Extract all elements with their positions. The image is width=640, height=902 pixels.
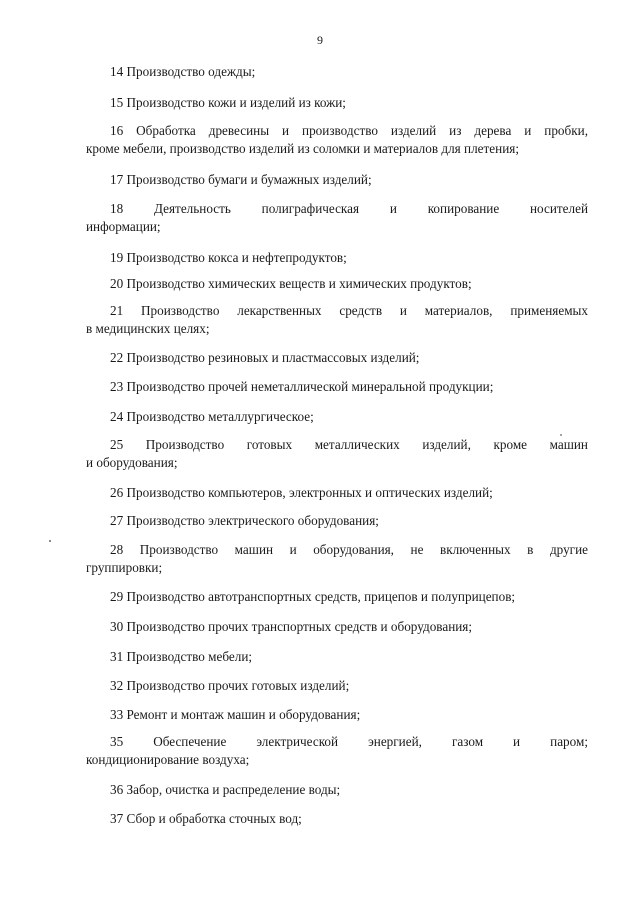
list-item <box>86 302 588 338</box>
list-item: 22 Производство резиновых и пластмассовых изделий; <box>110 350 420 365</box>
list-item: 24 Производство металлургическое; <box>110 409 314 424</box>
list-item: 31 Производство мебели; <box>110 649 253 664</box>
list-item-line: в медицинских целях; <box>86 321 210 336</box>
list-item: 23 Производство прочей неметаллической минеральной продукции; <box>110 379 494 394</box>
list-item-line: кроме мебели, производство изделий из соломки и материалов для плетения; <box>86 141 519 156</box>
scan-speck <box>49 540 51 542</box>
list-item-line: и оборудования; <box>86 455 178 470</box>
list-item-line: 28 Производство машин и оборудования, не включенных в другие <box>110 542 588 557</box>
list-item <box>86 200 588 236</box>
page-number: 9 <box>317 33 323 47</box>
list-item-line: кондиционирование воздуха; <box>86 752 250 767</box>
list-item: 17 Производство бумаги и бумажных изделий; <box>110 172 372 187</box>
list-item-line: 35 Обеспечение электрической энергией, газом и паром; <box>110 734 588 749</box>
list-item: 37 Сбор и обработка сточных вод; <box>110 811 302 826</box>
list-item: 15 Производство кожи и изделий из кожи; <box>110 95 346 110</box>
list-item-line: группировки; <box>86 560 163 575</box>
list-item: 32 Производство прочих готовых изделий; <box>110 678 350 693</box>
list-item: 14 Производство одежды; <box>110 64 256 79</box>
list-item-line: 18 Деятельность полиграфическая и копирование носителей <box>110 201 588 216</box>
list-item: 30 Производство прочих транспортных средств и оборудования; <box>110 619 473 634</box>
list-item: 26 Производство компьютеров, электронных и оптических изделий; <box>110 485 493 500</box>
scan-speck <box>560 434 562 436</box>
list-item <box>86 122 588 158</box>
list-item: 19 Производство кокса и нефтепродуктов; <box>110 250 347 265</box>
list-item: 36 Забор, очистка и распределение воды; <box>110 782 341 797</box>
list-item-line: информации; <box>86 219 161 234</box>
list-item: 29 Производство автотранспортных средств, прицепов и полуприцепов; <box>110 589 516 604</box>
list-item: 27 Производство электрического оборудования; <box>110 513 379 528</box>
list-item: 33 Ремонт и монтаж машин и оборудования; <box>110 707 361 722</box>
list-item-line: 16 Обработка древесины и производство изделий из дерева и пробки, <box>110 123 588 138</box>
list-item-line: 25 Производство готовых металлических изделий, кроме машин <box>110 437 588 452</box>
list-item <box>86 733 588 769</box>
list-item: 20 Производство химических веществ и химических продуктов; <box>110 276 472 291</box>
list-item <box>86 436 588 472</box>
list-item-line: 21 Производство лекарственных средств и материалов, применяемых <box>110 303 588 318</box>
list-item <box>86 541 588 577</box>
